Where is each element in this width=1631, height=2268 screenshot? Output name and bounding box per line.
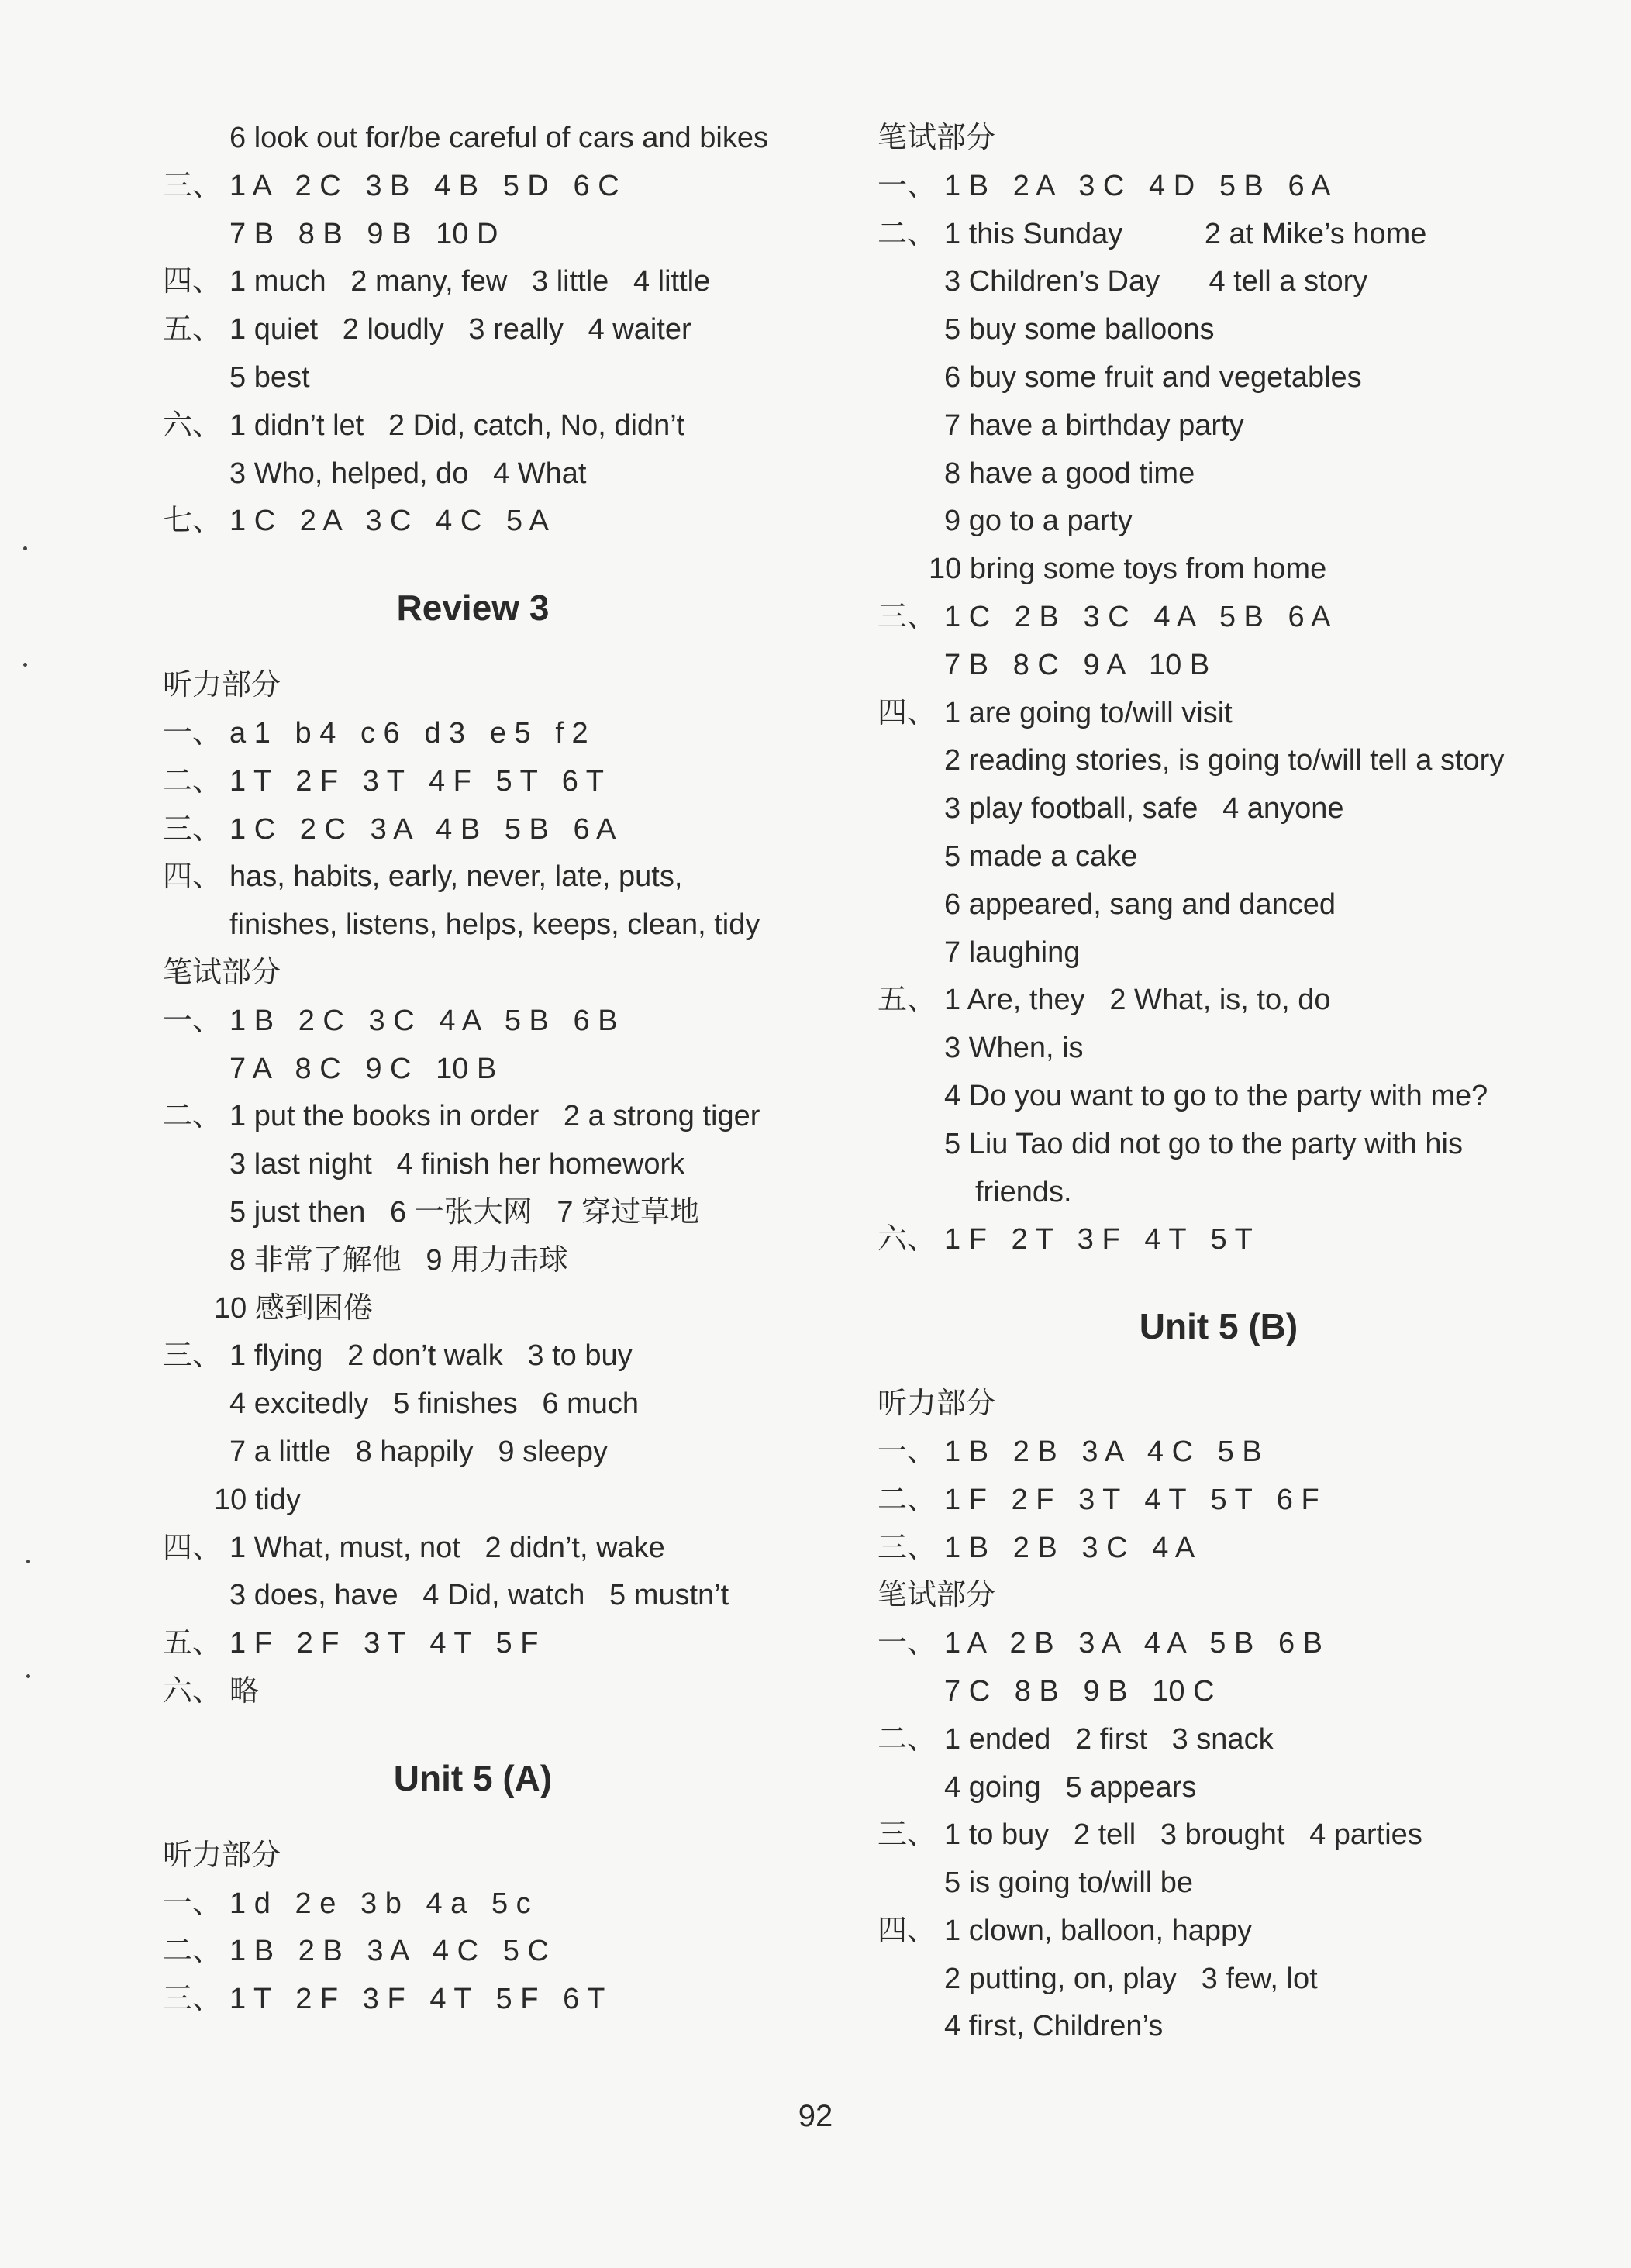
answer-text: 6 appeared, sang and danced [944, 888, 1336, 921]
answer-line [878, 115, 1560, 163]
question-number: 二、 [163, 764, 222, 798]
question-number: 四、 [163, 860, 222, 894]
section-title-unit-5b: Unit 5 (B) [1139, 1306, 1298, 1347]
answer-line [878, 1380, 1560, 1429]
left-block-1 [163, 115, 837, 546]
answer-line [163, 853, 837, 901]
question-number: 三、 [163, 1339, 222, 1373]
answer-text: 1 didn’t let 2 Did, catch, No, didn’t [229, 408, 685, 442]
answer-text: 3 last night 4 finish her homework [229, 1148, 685, 1181]
answer-text: friends. [975, 1175, 1072, 1208]
answer-line [163, 498, 837, 546]
answer-line [878, 1716, 1560, 1764]
question-number: 二、 [878, 1483, 937, 1516]
question-number: 四、 [163, 265, 222, 298]
answer-line [878, 737, 1560, 785]
scan-speck [26, 1674, 30, 1678]
answer-line [878, 1668, 1560, 1716]
part-heading: 笔试部分 [878, 1579, 996, 1612]
question-number: 三、 [878, 1818, 937, 1852]
answer-text: 1 F 2 F 3 T 4 T 5 T 6 F [944, 1483, 1319, 1516]
answer-line [163, 1429, 837, 1477]
answer-text: 1 T 2 F 3 F 4 T 5 F 6 T [229, 1983, 605, 2016]
answer-line [163, 1189, 837, 1237]
answer-line [878, 402, 1560, 450]
answer-text: 1 flying 2 don’t walk 3 to buy [229, 1339, 633, 1373]
question-number: 六、 [163, 1674, 222, 1708]
answer-line [163, 901, 837, 950]
answer-text: 5 is going to/will be [944, 1866, 1194, 1900]
answer-line [878, 1429, 1560, 1477]
answer-text: 7 have a birthday party [944, 408, 1244, 442]
answer-line [878, 1572, 1560, 1620]
question-number: 五、 [163, 1627, 222, 1660]
answer-text: 5 made a cake [944, 839, 1138, 873]
left-block-3 [163, 1832, 837, 2024]
answer-line [163, 710, 837, 758]
answer-line [878, 1169, 1560, 1217]
answer-text: 1 ended 2 first 3 snack [944, 1722, 1274, 1756]
answer-line [878, 1216, 1560, 1264]
answer-text: 1 A 2 B 3 A 4 A 5 B 6 B [944, 1627, 1323, 1660]
answer-text: 4 excitedly 5 finishes 6 much [229, 1387, 640, 1421]
answer-text: 1 B 2 C 3 C 4 A 5 B 6 B [229, 1004, 618, 1037]
answer-line [163, 1237, 837, 1285]
answer-line [878, 977, 1560, 1025]
answer-line [878, 881, 1560, 929]
answer-line [878, 163, 1560, 211]
answer-line [163, 1285, 837, 1333]
answer-text: 4 going 5 appears [944, 1770, 1197, 1804]
answer-line [163, 1620, 837, 1668]
question-number: 三、 [163, 169, 222, 202]
answer-text: 10 bring some toys from home [929, 553, 1327, 586]
answer-line [163, 1928, 837, 1976]
answer-text: 1 C 2 A 3 C 4 C 5 A [229, 505, 549, 538]
answer-line [878, 1073, 1560, 1121]
scan-speck [26, 1560, 30, 1563]
answer-text: 1 quiet 2 loudly 3 really 4 waiter [229, 313, 691, 346]
answer-text: 6 buy some fruit and vegetables [944, 360, 1362, 394]
question-number: 一、 [878, 169, 937, 202]
answer-line [878, 690, 1560, 738]
page-number: 92 [798, 2099, 833, 2133]
scan-speck [23, 546, 27, 550]
question-number: 一、 [163, 1887, 222, 1920]
answer-text: 10 tidy [214, 1483, 301, 1516]
question-number: 二、 [163, 1100, 222, 1133]
question-number: 四、 [163, 1531, 222, 1564]
answer-line [878, 1811, 1560, 1860]
answer-text: 1 C 2 B 3 C 4 A 5 B 6 A [944, 600, 1331, 633]
answer-line [878, 306, 1560, 354]
question-number: 三、 [878, 600, 937, 633]
answer-text: 1 put the books in order 2 a strong tiger [229, 1100, 760, 1133]
answer-line [163, 806, 837, 854]
answer-line [163, 402, 837, 450]
answer-text: finishes, listens, helps, keeps, clean, tidy [229, 908, 760, 942]
answer-line [163, 1880, 837, 1928]
answer-line [163, 662, 837, 710]
answer-line [878, 642, 1560, 690]
answer-text: 1 d 2 e 3 b 4 a 5 c [229, 1887, 531, 1920]
answer-text: 10 感到困倦 [214, 1291, 373, 1325]
answer-text: 1 B 2 B 3 C 4 A [944, 1531, 1195, 1564]
part-heading: 听力部分 [163, 1839, 281, 1872]
answer-line [878, 1860, 1560, 1908]
part-heading: 听力部分 [163, 669, 281, 702]
answer-text: 1 to buy 2 tell 3 brought 4 parties [944, 1818, 1422, 1852]
answer-text: 1 A 2 C 3 B 4 B 5 D 6 C [229, 169, 619, 202]
answer-text: 4 Do you want to go to the party with me? [944, 1079, 1488, 1112]
answer-line [163, 758, 837, 806]
answer-text: has, habits, early, never, late, puts, [229, 860, 683, 894]
answer-text: 6 look out for/be careful of cars and bikes [229, 122, 768, 154]
answer-line [878, 929, 1560, 977]
question-number: 四、 [878, 1914, 937, 1947]
answer-text: 1 Are, they 2 What, is, to, do [944, 984, 1331, 1017]
answer-line [163, 306, 837, 354]
answer-text: 7 a little 8 happily 9 sleepy [229, 1435, 608, 1468]
answer-text: 5 buy some balloons [944, 313, 1215, 346]
answer-line [878, 2003, 1560, 2051]
answer-line [878, 1764, 1560, 1812]
answer-line [878, 258, 1560, 306]
question-number: 二、 [878, 1722, 937, 1756]
answer-line [878, 1121, 1560, 1169]
question-number: 一、 [163, 716, 222, 750]
answer-line [163, 1380, 837, 1429]
left-column [163, 115, 837, 2024]
answer-line [163, 1572, 837, 1620]
answer-text: 1 C 2 C 3 A 4 B 5 B 6 A [229, 812, 616, 846]
answer-text: 7 C 8 B 9 B 10 C [944, 1674, 1215, 1708]
answer-line [163, 163, 837, 211]
question-number: 二、 [163, 1935, 222, 1968]
answer-line [878, 833, 1560, 881]
answer-line [878, 1025, 1560, 1073]
answer-line [163, 1477, 837, 1525]
answer-text: 1 What, must, not 2 didn’t, wake [229, 1531, 665, 1564]
part-heading: 听力部分 [878, 1387, 996, 1421]
answer-text: 5 best [229, 360, 310, 394]
section-title-review-3: Review 3 [396, 588, 550, 629]
answer-text: 1 F 2 F 3 T 4 T 5 F [229, 1627, 539, 1660]
part-heading: 笔试部分 [163, 956, 281, 989]
answer-text: 8 非常了解他 9 用力击球 [229, 1243, 569, 1277]
answer-line [163, 950, 837, 998]
answer-line [878, 498, 1560, 546]
answer-text: 1 much 2 many, few 3 little 4 little [229, 265, 711, 298]
answer-line [163, 1093, 837, 1141]
scan-speck [23, 663, 27, 667]
answer-line [878, 594, 1560, 642]
answer-line [163, 115, 837, 163]
answer-line [878, 1477, 1560, 1525]
answer-text: 3 Who, helped, do 4 What [229, 457, 587, 490]
answer-text: 1 are going to/will visit [944, 696, 1233, 729]
answer-text: 8 have a good time [944, 457, 1195, 490]
answer-text: 2 putting, on, play 3 few, lot [944, 1962, 1318, 1995]
answer-line [878, 1620, 1560, 1668]
answer-line [163, 258, 837, 306]
answer-line [163, 1832, 837, 1880]
question-number: 四、 [878, 696, 937, 729]
answer-line [163, 1525, 837, 1573]
answer-line [163, 998, 837, 1046]
answer-text: a 1 b 4 c 6 d 3 e 5 f 2 [229, 716, 588, 750]
answer-text: 5 just then 6 一张大网 7 穿过草地 [229, 1195, 700, 1229]
question-number: 三、 [878, 1531, 937, 1564]
question-number: 三、 [163, 1983, 222, 2016]
answer-line [163, 1976, 837, 2024]
answer-line [163, 354, 837, 402]
answer-line [878, 450, 1560, 498]
answer-line [163, 450, 837, 498]
answer-text: 7 B 8 C 9 A 10 B [944, 648, 1210, 681]
answer-text: 5 Liu Tao did not go to the party with his [944, 1127, 1463, 1160]
answer-text: 1 B 2 B 3 A 4 C 5 C [229, 1935, 549, 1968]
answer-line [163, 211, 837, 259]
question-number: 一、 [878, 1435, 937, 1468]
answer-line [163, 1141, 837, 1189]
answer-text: 3 When, is [944, 1032, 1084, 1065]
answer-line [163, 1046, 837, 1094]
answer-text: 2 reading stories, is going to/will tell a story [944, 744, 1505, 777]
answer-line [163, 1668, 837, 1716]
answer-text: 7 A 8 C 9 C 10 B [229, 1052, 497, 1085]
answer-text: 9 go to a party [944, 505, 1133, 538]
answer-line [878, 354, 1560, 402]
question-number: 三、 [163, 812, 222, 846]
question-number: 五、 [163, 313, 222, 346]
answer-line [163, 1332, 837, 1380]
answer-text: 7 B 8 B 9 B 10 D [229, 217, 498, 250]
answer-line [878, 546, 1560, 594]
right-column [878, 115, 1560, 2051]
question-number: 二、 [878, 217, 937, 250]
right-block-1 [878, 115, 1560, 1264]
answer-text: 1 clown, balloon, happy [944, 1914, 1253, 1947]
question-number: 六、 [878, 1223, 937, 1256]
answer-text: 1 this Sunday 2 at Mike’s home [944, 217, 1427, 250]
answer-text: 7 laughing [944, 936, 1081, 969]
answer-text: 1 B 2 A 3 C 4 D 5 B 6 A [944, 169, 1331, 202]
answer-line [878, 1956, 1560, 2004]
section-title-unit-5a: Unit 5 (A) [393, 1757, 553, 1798]
answer-text: 1 F 2 T 3 F 4 T 5 T [944, 1223, 1253, 1256]
question-number: 一、 [163, 1004, 222, 1037]
answer-text: 3 play football, safe 4 anyone [944, 792, 1344, 826]
answer-text: 3 does, have 4 Did, watch 5 mustn’t [229, 1579, 729, 1612]
question-number: 五、 [878, 984, 937, 1017]
answer-text: 3 Children’s Day 4 tell a story [944, 265, 1368, 298]
question-number: 七、 [163, 505, 222, 538]
answer-text: 1 B 2 B 3 A 4 C 5 B [944, 1435, 1262, 1468]
answer-text: 1 T 2 F 3 T 4 F 5 T 6 T [229, 764, 604, 798]
answer-text: 略 [229, 1674, 260, 1708]
left-block-2 [163, 662, 837, 1716]
answer-line [878, 785, 1560, 833]
answer-line [878, 1525, 1560, 1573]
answer-line [878, 211, 1560, 259]
part-heading: 笔试部分 [878, 122, 996, 154]
question-number: 一、 [878, 1627, 937, 1660]
question-number: 六、 [163, 408, 222, 442]
right-block-2 [878, 1380, 1560, 2051]
answer-line [878, 1908, 1560, 1956]
answer-text: 4 first, Children’s [944, 2010, 1164, 2043]
